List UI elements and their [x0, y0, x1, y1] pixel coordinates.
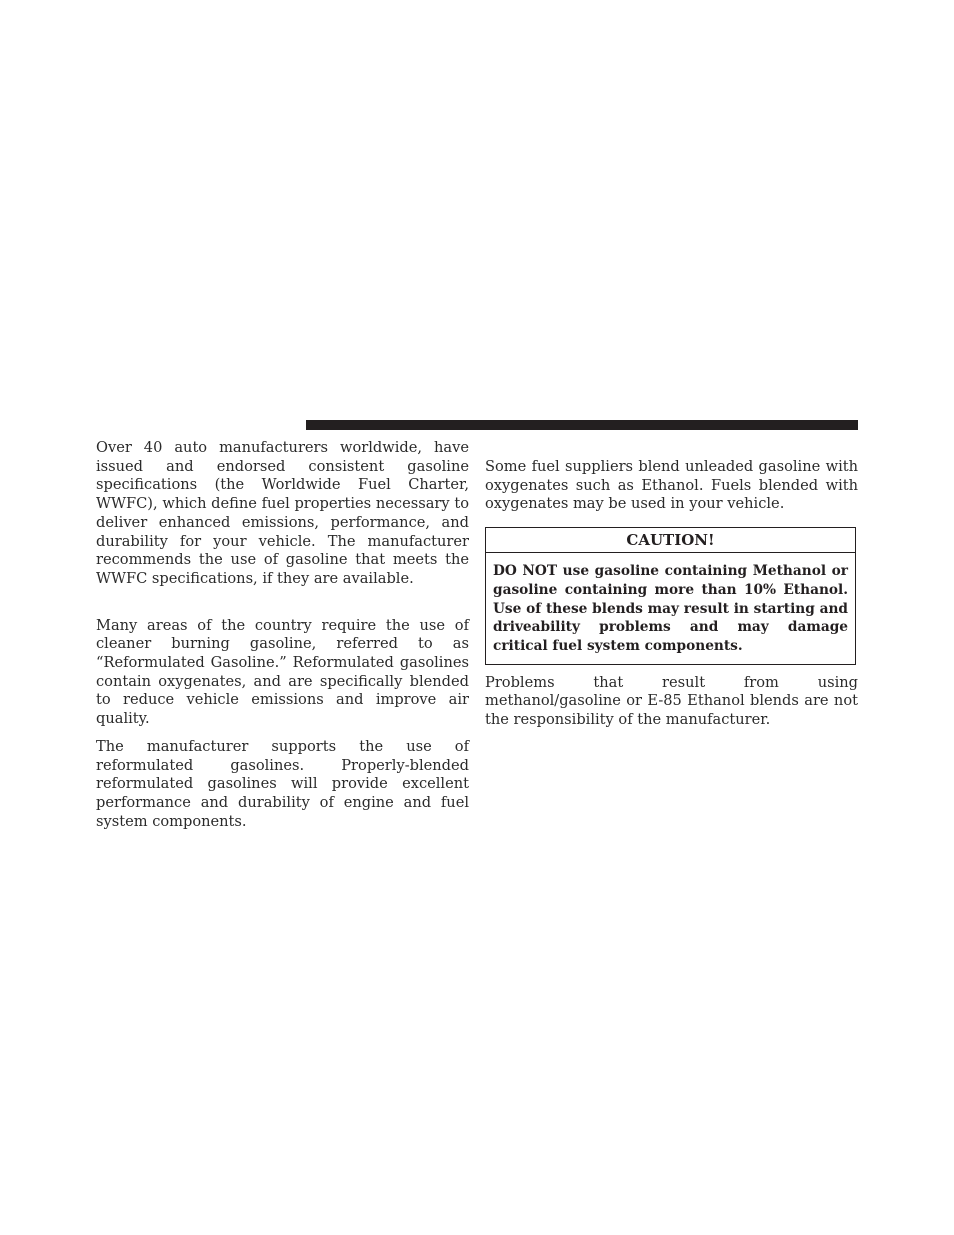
section-header-bar: [306, 420, 858, 430]
right-column: [485, 458, 858, 730]
caution-box: [485, 527, 856, 665]
reformulated-gasoline-paragraph: Many areas of the country require the use of cleaner burning gasoline, referred to as “Reformulated Gasoline.” Reformulated gasolines contain oxygenates, and are specifically blended to reduce vehicle emissions and improve air quality.: [96, 616, 469, 728]
oxygenates-paragraph: Some fuel suppliers blend unleaded gasoline with oxygenates such as Ethanol. Fuels blended with oxygenates may be used in your vehicle.: [485, 458, 858, 513]
wwfc-paragraph: Over 40 auto manufacturers worldwide, have issued and endorsed consistent gasoline specifications (the Worldwide Fuel Charter, WWFC), which define fuel properties necessary to deliver enhanced emissions, performance, and durability for your vehicle. The manufacturer recommends the use of gasoline that meets the WWFC specifications, if they are available.: [96, 439, 469, 587]
caution-body: DO NOT use gasoline containing Methanol or gasoline containing more than 10% Ethanol. Use of these blends may result in starting and driveability problems and may damage critical fuel system components.: [493, 563, 848, 654]
left-column: [96, 439, 469, 831]
manufacturer-support-paragraph: The manufacturer supports the use of reformulated gasolines. Properly-blended reformulated gasolines will provide excellent performance and durability of engine and fuel system components.: [96, 737, 469, 830]
responsibility-paragraph: Problems that result from using methanol/gasoline or E-85 Ethanol blends are not the responsibility of the manufacturer.: [485, 673, 858, 729]
caution-title: CAUTION!: [486, 528, 855, 553]
